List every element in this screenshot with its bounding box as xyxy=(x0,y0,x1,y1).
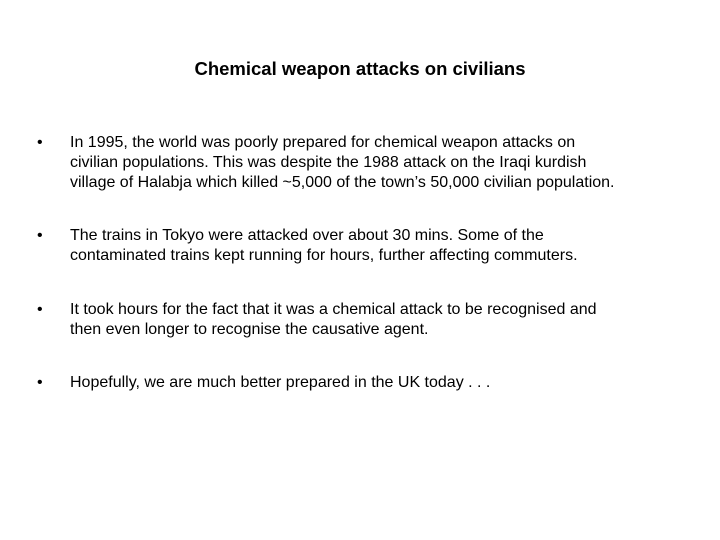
text-line: contaminated trains kept running for hours, further affecting commuters. xyxy=(70,247,578,264)
text-line: civilian populations. This was despite the 1988 attack on the Iraqi kurdish xyxy=(70,154,587,171)
text-line: Hopefully, we are much better prepared in the UK today . . . xyxy=(70,374,491,391)
slide-title: Chemical weapon attacks on civilians xyxy=(194,58,526,79)
bullet-icon: • xyxy=(37,134,43,151)
text-line: then even longer to recognise the causative agent. xyxy=(70,321,429,338)
bullet-text xyxy=(70,226,578,266)
bullet-text xyxy=(70,133,615,193)
text-line: In 1995, the world was poorly prepared for chemical weapon attacks on xyxy=(70,134,576,151)
bullet-text xyxy=(70,300,597,340)
text-line: It took hours for the fact that it was a chemical attack to be recognised and xyxy=(70,301,597,318)
bullet-icon: • xyxy=(37,374,43,391)
text-line: The trains in Tokyo were attacked over about 30 mins. Some of the xyxy=(70,227,544,244)
bullet-icon: • xyxy=(37,227,43,244)
bullet-icon: • xyxy=(37,301,43,318)
text-line: village of Halabja which killed ~5,000 of the town’s 50,000 civilian population. xyxy=(70,174,615,191)
bullet-text xyxy=(70,373,490,393)
